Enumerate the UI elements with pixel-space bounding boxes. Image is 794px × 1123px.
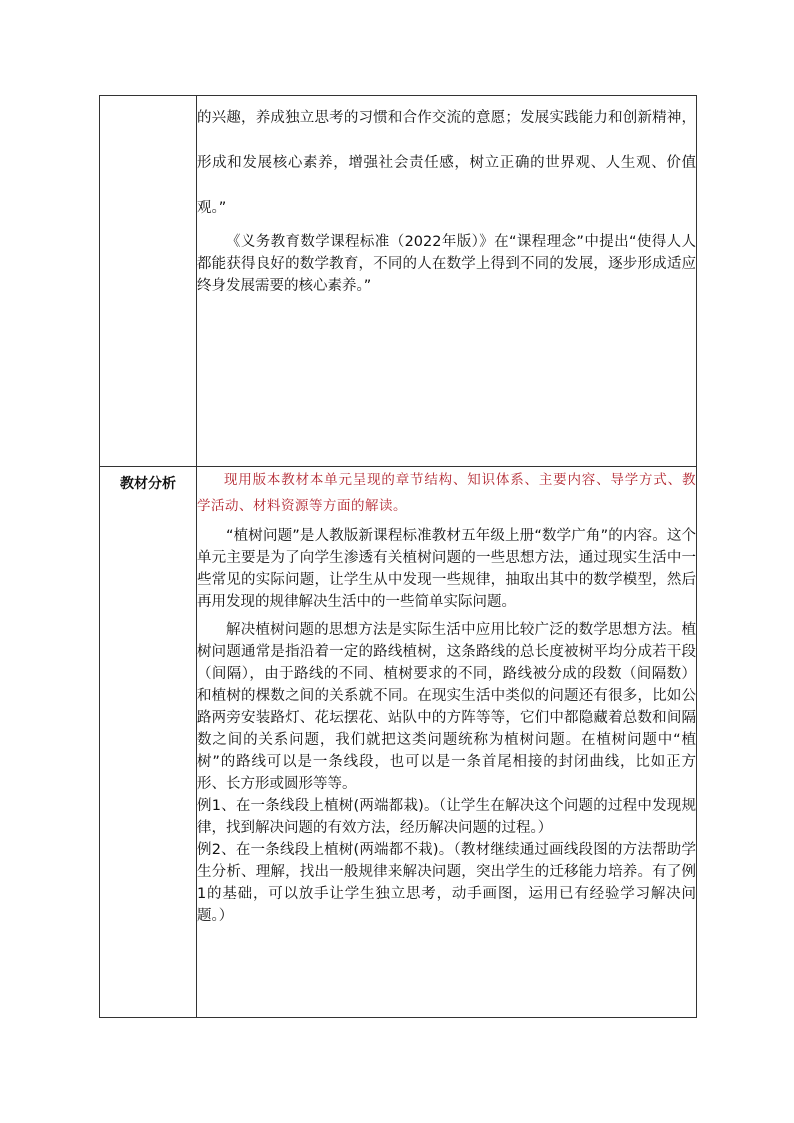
table-row-curriculum-philosophy	[100, 96, 697, 467]
analysis-instruction-text: 现用版本教材本单元呈现的章节结构、知识体系、主要内容、导学方式、教学活动、材料资源等方面的解读。	[197, 472, 696, 514]
curriculum-quote-continuation: 的兴趣，养成独立思考的习惯和合作交流的意愿；发展实践能力和创新精神，形成和发展核心素养，增强社会责任感，树立正确的世界观、人生观、价值观。”	[197, 110, 696, 216]
example-1-text: 例1、在一条线段上植树(两端都栽)。（让学生在解决这个问题的过程中发现规律，找到解决问题的有效方法，经历解决问题的过程。）	[197, 798, 696, 836]
lesson-plan-table	[99, 95, 697, 1018]
analysis-paragraph-method: 解决植树问题的思想方法是实际生活中应用比较广泛的数学思想方法。植树问题通常是指沿着一定的路线植树，这条路线的总长度被树平均分成若干段（间隔），由于路线的不同、植树要求的不同，路线被分成的段数（间隔数）和植树的棵数之间的关系就不同。在现实生活中类似的问题还有很多，比如公路两旁安装路灯、花坛摆花、站队中的方阵等等，它们中都隐藏着总数和间隔数之间的关系问题，我们就把这类问题统称为植树问题。在植树问题中“植树”的路线可以是一条线段，也可以是一条首尾相接的封闭曲线，比如正方形、长方形或圆形等等。	[197, 622, 696, 792]
curriculum-standard-paragraph: 《义务教育数学课程标准（2022年版）》在“课程理念”中提出“使得人人都能获得良好的数学教育，不同的人在数学上得到不同的发展，逐步形成适应终身发展需要的核心素养。”	[197, 234, 696, 294]
textbook-analysis-cell	[197, 467, 697, 1018]
example-2-text: 例2、在一条线段上植树(两端都不栽)。（教材继续通过画线段图的方法帮助学生分析、理解，找出一般规律来解决问题，突出学生的迁移能力培养。有了例1的基础，可以放手让学生独立思考，动手画图，运用已有经验学习解决问题。）	[197, 842, 696, 924]
row-label-empty	[100, 96, 197, 467]
analysis-paragraph-intro: “植树问题”是人教版新课程标准教材五年级上册“数学广角”的内容。这个单元主要是为了向学生渗透有关植树问题的一些思想方法，通过现实生活中一些常见的实际问题，让学生从中发现一些规律，抽取出其中的数学模型，然后再用发现的规律解决生活中的一些简单实际问题。	[197, 528, 696, 610]
row-label-textbook-analysis: 教材分析	[100, 467, 197, 1018]
curriculum-philosophy-cell	[197, 96, 697, 467]
table-row-textbook-analysis	[100, 467, 697, 1018]
